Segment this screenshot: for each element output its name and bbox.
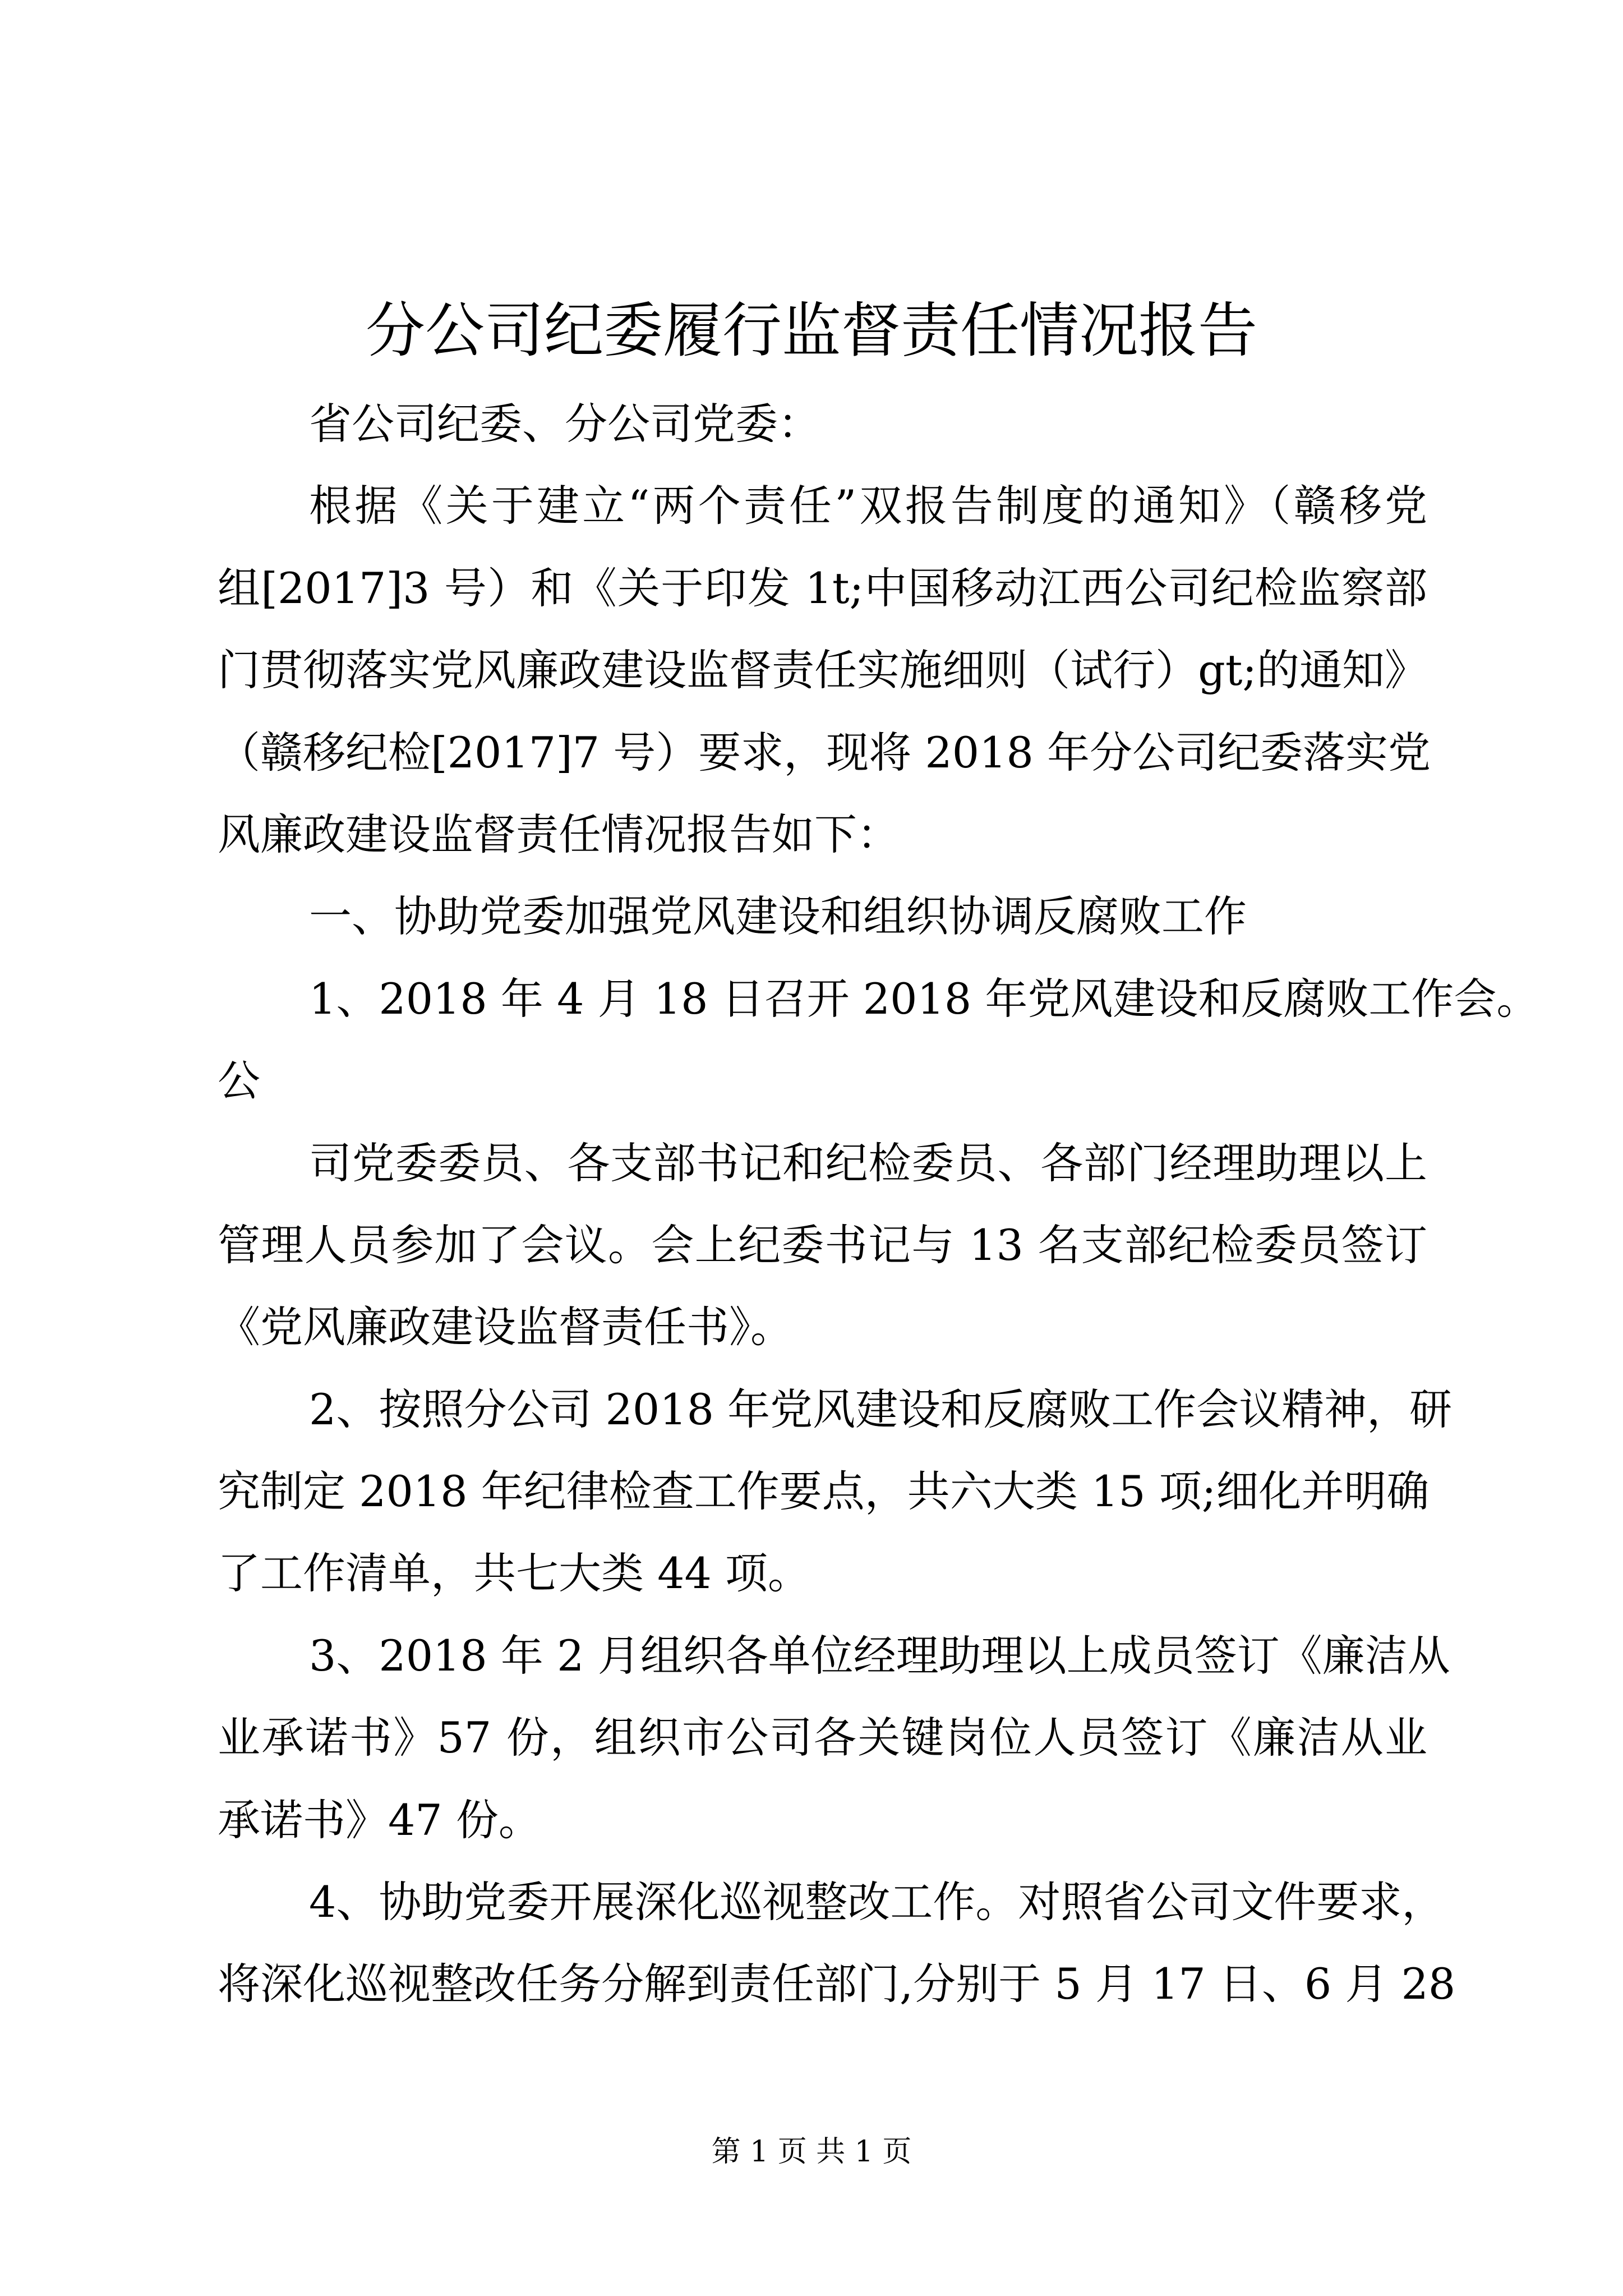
body-line: 承诺书》47 份。	[218, 1795, 541, 1845]
body-line: 《党风廉政建设监督责任书》。	[218, 1302, 793, 1352]
body-line: （赣移纪检[2017]7 号）要求，现将 2018 年分公司纪委落实党	[218, 727, 1431, 777]
body-line: 司党委委员、各支部书记和纪检委员、各部门经理助理以上	[309, 1138, 1427, 1188]
body-line: 风廉政建设监督责任情况报告如下：	[218, 809, 900, 859]
body-line: 公	[218, 1056, 260, 1106]
page-footer: 第 1 页 共 1 页	[711, 2135, 912, 2169]
body-line: 3、2018 年 2 月组织各单位经理助理以上成员签订《廉洁从	[309, 1630, 1450, 1681]
body-line: 究制定 2018 年纪律检查工作要点，共六大类 15 项;细化并明确	[218, 1466, 1430, 1517]
body-line: 将深化巡视整改任务分解到责任部门,分别于 5 月 17 日、6 月 28	[218, 1959, 1456, 2009]
body-line: 组[2017]3 号）和《关于印发 1t;中国移动江西公司纪检监察部	[218, 563, 1427, 613]
body-line: 4、协助党委开展深化巡视整改工作。对照省公司文件要求，	[309, 1877, 1445, 1927]
document-title: 分公司纪委履行监督责任情况报告	[366, 296, 1257, 365]
body-line: 根据《关于建立“两个责任”双报告制度的通知》（赣移党	[309, 481, 1427, 531]
body-line-salutation: 省公司纪委、分公司党委：	[309, 399, 820, 449]
body-line: 2、按照分公司 2018 年党风建设和反腐败工作会议精神，研	[309, 1384, 1453, 1434]
body-line: 1、2018 年 4 月 18 日召开 2018 年党风建设和反腐败工作会。	[309, 973, 1539, 1024]
body-line: 了工作清单，共七大类 44 项。	[218, 1548, 811, 1599]
body-line: 业承诺书》57 份，组织市公司各关键岗位人员签订《廉洁从业	[218, 1713, 1427, 1763]
body-line: 门贯彻落实党风廉政建设监督责任实施细则（试行）gt;的通知》	[218, 645, 1427, 696]
document-body	[218, 383, 1539, 2026]
section-heading: 一、协助党委加强党风建设和组织协调反腐败工作	[309, 891, 1247, 942]
body-line: 管理人员参加了会议。会上纪委书记与 13 名支部纪检委员签订	[218, 1220, 1427, 1270]
